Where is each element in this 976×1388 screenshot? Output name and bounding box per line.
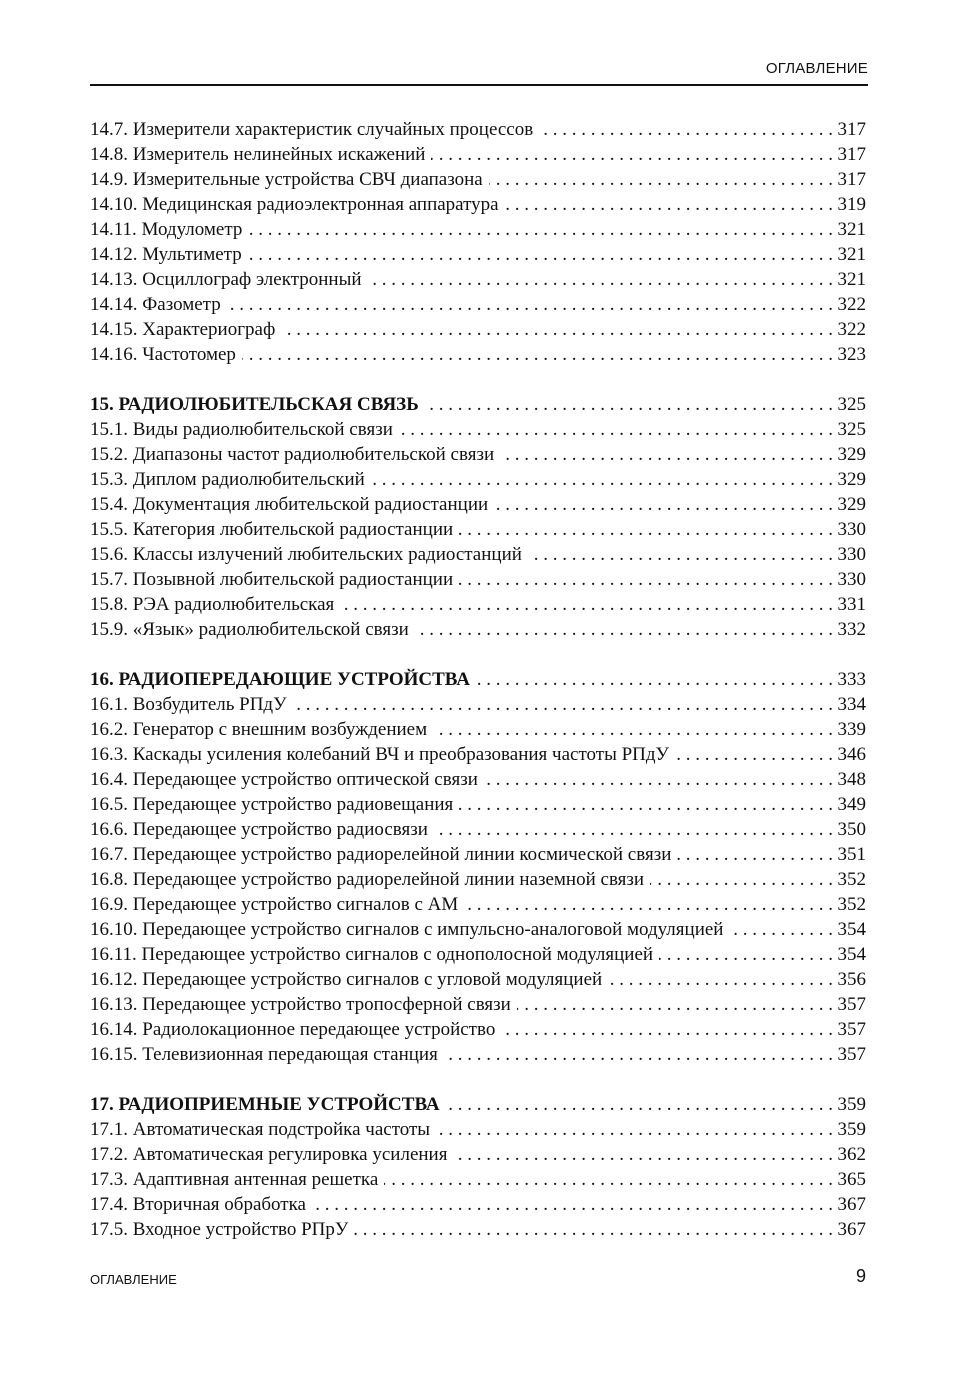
dot-leader (459, 567, 833, 592)
toc-entry-page: 323 (837, 344, 866, 365)
toc-entry-title: 17.1. Автоматическая подстройка частоты (90, 1119, 431, 1140)
dot-leader (399, 417, 833, 442)
toc-entry[interactable] (90, 167, 866, 192)
toc-entry[interactable] (90, 242, 866, 267)
toc-entry-page: 319 (837, 194, 866, 215)
toc-entry-page: 339 (837, 719, 866, 740)
toc-entry-page: 317 (837, 169, 866, 190)
toc-entry-page: 350 (837, 819, 866, 840)
dot-leader (384, 1167, 833, 1192)
toc-entry-page: 329 (837, 444, 866, 465)
toc-entry-page: 346 (837, 744, 866, 765)
toc-entry-title: 17.3. Адаптивная антенная решетка (90, 1169, 379, 1190)
dot-leader (368, 267, 833, 292)
toc-entry-title: 16. РАДИОПЕРЕДАЮЩИЕ УСТРОЙСТВА (90, 669, 470, 690)
dot-leader (659, 942, 833, 967)
toc-entry-page: 354 (837, 919, 866, 940)
toc-entry-title: 16.10. Передающее устройство сигналов с импульсно-аналоговой модуляцией (90, 919, 724, 940)
toc-entry-title: 16.8. Передающее устройство радиорелейной линии наземной связи (90, 869, 645, 890)
toc-entry-title: 15.9. «Язык» радиолюбительской связи (90, 619, 409, 640)
toc-entry[interactable] (90, 1217, 866, 1242)
toc-entry[interactable] (90, 117, 866, 142)
toc-entry[interactable] (90, 892, 866, 917)
dot-leader (248, 242, 833, 267)
toc-entry-title: 14.7. Измерители характеристик случайных процессов (90, 119, 534, 140)
dot-leader (444, 1042, 833, 1067)
toc-entry-page: 322 (837, 294, 866, 315)
toc-entry-page: 365 (837, 1169, 866, 1190)
toc-entry-title: 15.4. Документация любительской радиостанции (90, 494, 489, 515)
toc-entry-title: 16.7. Передающее устройство радиорелейной линии космической связи (90, 844, 672, 865)
dot-leader (650, 867, 833, 892)
toc-entry[interactable] (90, 467, 866, 492)
toc-entry-title: 14.15. Характериограф (90, 319, 276, 340)
dot-leader (459, 517, 833, 542)
dot-leader (242, 342, 833, 367)
dot-leader (431, 142, 833, 167)
dot-leader (484, 767, 833, 792)
toc-entry-title: 15.3. Диплом радиолюбительский (90, 469, 365, 490)
toc-entry-page: 359 (837, 1119, 866, 1140)
dot-leader (281, 317, 833, 342)
toc-entry[interactable] (90, 317, 866, 342)
dot-leader (446, 1092, 833, 1117)
running-head: ОГЛАВЛЕНИЕ (765, 60, 868, 77)
dot-leader (608, 967, 833, 992)
toc-entry-title: 14.9. Измерительные устройства СВЧ диапазона (90, 169, 483, 190)
toc-entry[interactable] (90, 1117, 866, 1142)
toc-entry-title: 16.6. Передающее устройство радиосвязи (90, 819, 428, 840)
toc-entry-page: 357 (837, 994, 866, 1015)
header-rule (90, 84, 868, 86)
group-spacer (90, 367, 866, 392)
toc-entry-page: 348 (837, 769, 866, 790)
toc-entry-page: 332 (837, 619, 866, 640)
toc-entry-title: 14.8. Измеритель нелинейных искажений (90, 144, 426, 165)
toc-entry-page: 325 (837, 419, 866, 440)
dot-leader (248, 217, 833, 242)
toc-entry-page: 329 (837, 494, 866, 515)
toc-entry-title: 14.16. Частотомер (90, 344, 236, 365)
toc-entry-page: 367 (837, 1219, 866, 1240)
toc-entry-title: 14.13. Осциллограф электронный (90, 269, 362, 290)
toc-entry-page: 357 (837, 1019, 866, 1040)
toc-entry-title: 15.8. РЭА радиолюбительская (90, 594, 335, 615)
toc-entry-page: 333 (837, 669, 866, 690)
toc-entry[interactable] (90, 1167, 866, 1192)
dot-leader (415, 617, 833, 642)
toc-entry[interactable] (90, 192, 866, 217)
toc-entry-page: 352 (837, 894, 866, 915)
group-spacer (90, 642, 866, 667)
toc-entry-title: 16.2. Генератор с внешним возбуждением (90, 719, 428, 740)
toc-entry-title: 14.14. Фазометр (90, 294, 221, 315)
dot-leader (340, 592, 833, 617)
toc-entry-page: 351 (837, 844, 866, 865)
toc-entry[interactable] (90, 142, 866, 167)
toc-entry-title: 17. РАДИОПРИЕМНЫЕ УСТРОЙСТВА (90, 1094, 440, 1115)
toc-entry-page: 325 (837, 394, 866, 415)
dot-leader (500, 442, 833, 467)
toc-entry[interactable] (90, 1042, 866, 1067)
toc-entry[interactable] (90, 767, 866, 792)
toc-entry-page: 367 (837, 1194, 866, 1215)
dot-leader (453, 1142, 833, 1167)
toc-entry[interactable] (90, 217, 866, 242)
toc-chapter-entry[interactable] (90, 392, 866, 417)
toc-entry-page: 330 (837, 519, 866, 540)
dot-leader (425, 392, 833, 417)
dot-leader (539, 117, 833, 142)
toc-entry[interactable] (90, 1017, 866, 1042)
toc-entry[interactable] (90, 692, 866, 717)
toc-entry-page: 321 (837, 219, 866, 240)
toc-entry[interactable] (90, 917, 866, 942)
toc-entry-page: 334 (837, 694, 866, 715)
page-number: 9 (855, 1266, 866, 1286)
toc-entry-page: 330 (837, 544, 866, 565)
dot-leader (464, 892, 833, 917)
dot-leader (371, 467, 833, 492)
toc-entry[interactable] (90, 1192, 866, 1217)
toc-entry[interactable] (90, 517, 866, 542)
toc-entry-title: 16.4. Передающее устройство оптической связи (90, 769, 478, 790)
toc-entry-page: 321 (837, 244, 866, 265)
toc-entry-title: 15.1. Виды радиолюбительской связи (90, 419, 393, 440)
dot-leader (505, 192, 833, 217)
toc-entry-page: 330 (837, 569, 866, 590)
toc-entry[interactable] (90, 1142, 866, 1167)
dot-leader (354, 1217, 833, 1242)
toc-entry-title: 16.15. Телевизионная передающая станция (90, 1044, 438, 1065)
toc-entry-title: 14.12. Мультиметр (90, 244, 242, 265)
dot-leader (677, 842, 833, 867)
toc-entry-title: 17.5. Входное устройство РПрУ (90, 1219, 349, 1240)
toc-entry-title: 17.4. Вторичная обработка (90, 1194, 306, 1215)
toc-entry-title: 14.10. Медицинская радиоэлектронная аппаратура (90, 194, 499, 215)
toc-entry-page: 331 (837, 594, 866, 615)
toc-entry-page: 349 (837, 794, 866, 815)
toc-entry-title: 17.2. Автоматическая регулировка усиления (90, 1144, 448, 1165)
dot-leader (459, 792, 833, 817)
toc-entry[interactable] (90, 867, 866, 892)
toc-entry[interactable] (90, 442, 866, 467)
dot-leader (528, 542, 833, 567)
toc-entry-title: 16.13. Передающее устройство тропосферной связи (90, 994, 511, 1015)
toc-entry[interactable] (90, 267, 866, 292)
dot-leader (434, 817, 833, 842)
toc-entry-page: 352 (837, 869, 866, 890)
toc-entry[interactable] (90, 942, 866, 967)
toc-entry-title: 16.3. Каскады усиления колебаний ВЧ и преобразования частоты РПдУ (90, 744, 669, 765)
toc-entry[interactable] (90, 567, 866, 592)
toc-entry-page: 317 (837, 119, 866, 140)
toc-entry[interactable] (90, 292, 866, 317)
toc-entry-page: 317 (837, 144, 866, 165)
group-spacer (90, 1067, 866, 1092)
toc-entry-title: 15.2. Диапазоны частот радиолюбительской связи (90, 444, 495, 465)
toc-chapter-entry[interactable] (90, 1092, 866, 1117)
toc-entry[interactable] (90, 717, 866, 742)
toc-entry[interactable] (90, 542, 866, 567)
dot-leader (517, 992, 833, 1017)
dot-leader (227, 292, 833, 317)
toc-chapter-entry[interactable] (90, 667, 866, 692)
toc-entry-page: 329 (837, 469, 866, 490)
dot-leader (675, 742, 833, 767)
toc-entry-title: 16.12. Передающее устройство сигналов с угловой модуляцией (90, 969, 603, 990)
dot-leader (501, 1017, 833, 1042)
dot-leader (293, 692, 833, 717)
toc-entry-title: 15.7. Позывной любительской радиостанции (90, 569, 454, 590)
toc-entry-title: 15.5. Категория любительской радиостанции (90, 519, 454, 540)
toc-entry[interactable] (90, 792, 866, 817)
dot-leader (729, 917, 833, 942)
toc-entry[interactable] (90, 967, 866, 992)
toc-entry-title: 16.9. Передающее устройство сигналов с АМ (90, 894, 459, 915)
toc-entry[interactable] (90, 817, 866, 842)
toc-entry-title: 16.1. Возбудитель РПдУ (90, 694, 287, 715)
toc-entry[interactable] (90, 992, 866, 1017)
footer-section-label: ОГЛАВЛЕНИЕ (90, 1272, 177, 1287)
toc-entry-page: 359 (837, 1094, 866, 1115)
toc-entry-page: 356 (837, 969, 866, 990)
toc-entry-page: 362 (837, 1144, 866, 1165)
toc-entry[interactable] (90, 342, 866, 367)
dot-leader (312, 1192, 833, 1217)
toc-entry[interactable] (90, 417, 866, 442)
toc-entry-title: 15.6. Классы излучений любительских радиостанций (90, 544, 522, 565)
toc-entry-page: 322 (837, 319, 866, 340)
toc-entry[interactable] (90, 617, 866, 642)
toc-entry-page: 354 (837, 944, 866, 965)
toc-entry-title: 16.5. Передающее устройство радиовещания (90, 794, 454, 815)
dot-leader (476, 667, 833, 692)
table-of-contents (90, 117, 866, 1242)
toc-entry-title: 16.11. Передающее устройство сигналов с однополосной модуляцией (90, 944, 654, 965)
toc-entry-page: 357 (837, 1044, 866, 1065)
toc-entry-title: 16.14. Радиолокационное передающее устройство (90, 1019, 496, 1040)
dot-leader (489, 167, 833, 192)
toc-entry-title: 15. РАДИОЛЮБИТЕЛЬСКАЯ СВЯЗЬ (90, 394, 419, 415)
toc-entry[interactable] (90, 842, 866, 867)
dot-leader (436, 1117, 833, 1142)
toc-entry[interactable] (90, 592, 866, 617)
toc-entry-page: 321 (837, 269, 866, 290)
dot-leader (433, 717, 833, 742)
dot-leader (494, 492, 833, 517)
toc-entry[interactable] (90, 492, 866, 517)
toc-entry-title: 14.11. Модулометр (90, 219, 243, 240)
toc-entry[interactable] (90, 742, 866, 767)
